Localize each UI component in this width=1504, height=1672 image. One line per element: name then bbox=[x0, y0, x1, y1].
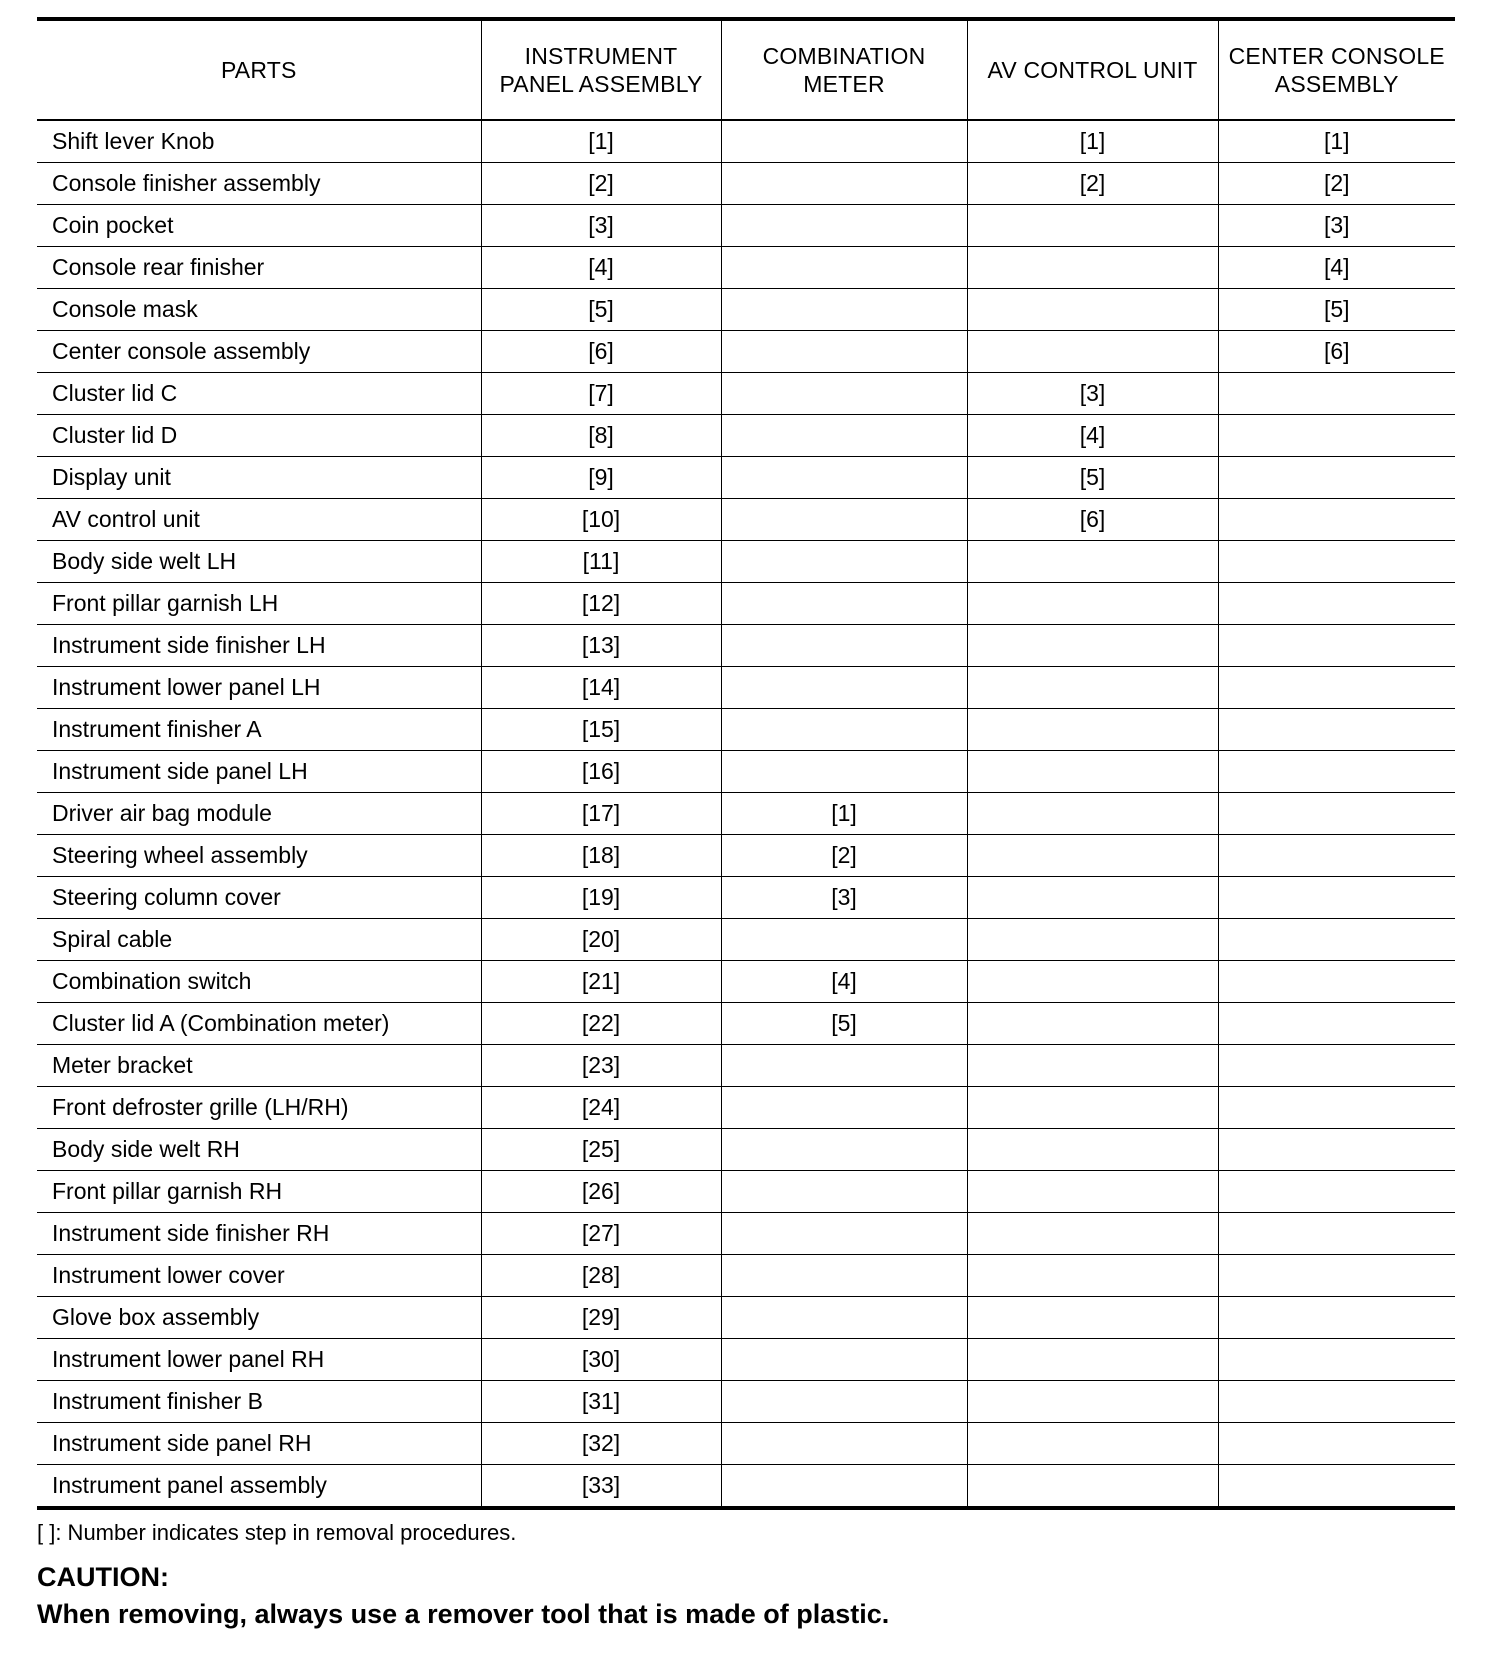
step-combination-meter bbox=[721, 1339, 967, 1381]
step-center-console: [5] bbox=[1218, 289, 1455, 331]
step-instrument-panel: [26] bbox=[481, 1171, 721, 1213]
table-row bbox=[37, 1003, 1455, 1045]
table-row bbox=[37, 625, 1455, 667]
part-name: Display unit bbox=[37, 457, 481, 499]
step-combination-meter bbox=[721, 1171, 967, 1213]
part-name: Front defroster grille (LH/RH) bbox=[37, 1087, 481, 1129]
table-row bbox=[37, 793, 1455, 835]
part-name: Cluster lid C bbox=[37, 373, 481, 415]
step-av-control-unit bbox=[967, 793, 1218, 835]
step-av-control-unit bbox=[967, 1087, 1218, 1129]
table-row bbox=[37, 1423, 1455, 1465]
step-center-console bbox=[1218, 1297, 1455, 1339]
step-av-control-unit bbox=[967, 1171, 1218, 1213]
table-row bbox=[37, 1045, 1455, 1087]
step-av-control-unit bbox=[967, 877, 1218, 919]
step-center-console bbox=[1218, 625, 1455, 667]
step-center-console: [1] bbox=[1218, 120, 1455, 163]
table-row bbox=[37, 1381, 1455, 1423]
step-combination-meter bbox=[721, 1255, 967, 1297]
step-center-console: [2] bbox=[1218, 163, 1455, 205]
table-row bbox=[37, 1465, 1455, 1509]
step-av-control-unit: [5] bbox=[967, 457, 1218, 499]
step-instrument-panel: [32] bbox=[481, 1423, 721, 1465]
step-instrument-panel: [20] bbox=[481, 919, 721, 961]
step-center-console bbox=[1218, 1171, 1455, 1213]
table-row bbox=[37, 751, 1455, 793]
step-combination-meter bbox=[721, 667, 967, 709]
table-row bbox=[37, 1339, 1455, 1381]
step-av-control-unit bbox=[967, 961, 1218, 1003]
step-center-console bbox=[1218, 583, 1455, 625]
step-combination-meter bbox=[721, 625, 967, 667]
step-av-control-unit bbox=[967, 1213, 1218, 1255]
step-center-console: [4] bbox=[1218, 247, 1455, 289]
step-av-control-unit bbox=[967, 835, 1218, 877]
part-name: Meter bracket bbox=[37, 1045, 481, 1087]
step-instrument-panel: [2] bbox=[481, 163, 721, 205]
table-row bbox=[37, 919, 1455, 961]
step-av-control-unit bbox=[967, 751, 1218, 793]
part-name: Front pillar garnish LH bbox=[37, 583, 481, 625]
document bbox=[37, 17, 1455, 1630]
step-center-console bbox=[1218, 1213, 1455, 1255]
step-center-console bbox=[1218, 415, 1455, 457]
step-combination-meter: [4] bbox=[721, 961, 967, 1003]
step-combination-meter bbox=[721, 331, 967, 373]
step-instrument-panel: [15] bbox=[481, 709, 721, 751]
step-instrument-panel: [21] bbox=[481, 961, 721, 1003]
step-center-console: [6] bbox=[1218, 331, 1455, 373]
step-combination-meter: [1] bbox=[721, 793, 967, 835]
header-center-console-assembly: CENTER CONSOLE ASSEMBLY bbox=[1218, 19, 1455, 120]
step-combination-meter bbox=[721, 415, 967, 457]
part-name: Instrument finisher A bbox=[37, 709, 481, 751]
part-name: Body side welt LH bbox=[37, 541, 481, 583]
table-body bbox=[37, 120, 1455, 1508]
step-instrument-panel: [31] bbox=[481, 1381, 721, 1423]
step-combination-meter bbox=[721, 457, 967, 499]
caution-text: When removing, always use a remover tool that is made of plastic. bbox=[37, 1599, 890, 1629]
part-name: Combination switch bbox=[37, 961, 481, 1003]
step-combination-meter bbox=[721, 120, 967, 163]
step-combination-meter: [2] bbox=[721, 835, 967, 877]
step-center-console bbox=[1218, 751, 1455, 793]
step-center-console bbox=[1218, 1465, 1455, 1509]
header-instrument-panel-assembly: INSTRUMENT PANEL ASSEMBLY bbox=[481, 19, 721, 120]
step-center-console: [3] bbox=[1218, 205, 1455, 247]
part-name: Console mask bbox=[37, 289, 481, 331]
table-row bbox=[37, 205, 1455, 247]
step-center-console bbox=[1218, 709, 1455, 751]
table-row bbox=[37, 877, 1455, 919]
step-combination-meter bbox=[721, 583, 967, 625]
part-name: Glove box assembly bbox=[37, 1297, 481, 1339]
part-name: Front pillar garnish RH bbox=[37, 1171, 481, 1213]
step-instrument-panel: [18] bbox=[481, 835, 721, 877]
step-av-control-unit bbox=[967, 289, 1218, 331]
step-instrument-panel: [14] bbox=[481, 667, 721, 709]
step-av-control-unit: [4] bbox=[967, 415, 1218, 457]
step-instrument-panel: [8] bbox=[481, 415, 721, 457]
table-row bbox=[37, 1129, 1455, 1171]
step-combination-meter bbox=[721, 1381, 967, 1423]
step-instrument-panel: [9] bbox=[481, 457, 721, 499]
part-name: Instrument side finisher LH bbox=[37, 625, 481, 667]
step-instrument-panel: [7] bbox=[481, 373, 721, 415]
step-av-control-unit bbox=[967, 583, 1218, 625]
step-combination-meter bbox=[721, 1423, 967, 1465]
part-name: Instrument finisher B bbox=[37, 1381, 481, 1423]
step-center-console bbox=[1218, 1129, 1455, 1171]
step-combination-meter bbox=[721, 1045, 967, 1087]
table-row bbox=[37, 541, 1455, 583]
step-instrument-panel: [10] bbox=[481, 499, 721, 541]
step-instrument-panel: [19] bbox=[481, 877, 721, 919]
part-name: Instrument lower panel RH bbox=[37, 1339, 481, 1381]
step-av-control-unit bbox=[967, 541, 1218, 583]
table-row bbox=[37, 1087, 1455, 1129]
step-av-control-unit: [1] bbox=[967, 120, 1218, 163]
part-name: Cluster lid D bbox=[37, 415, 481, 457]
step-av-control-unit bbox=[967, 205, 1218, 247]
step-av-control-unit bbox=[967, 1423, 1218, 1465]
step-combination-meter bbox=[721, 163, 967, 205]
table-row bbox=[37, 1171, 1455, 1213]
step-instrument-panel: [11] bbox=[481, 541, 721, 583]
table-row bbox=[37, 499, 1455, 541]
header-parts: PARTS bbox=[37, 19, 481, 120]
step-av-control-unit bbox=[967, 1255, 1218, 1297]
step-instrument-panel: [28] bbox=[481, 1255, 721, 1297]
step-av-control-unit bbox=[967, 709, 1218, 751]
step-av-control-unit bbox=[967, 919, 1218, 961]
step-av-control-unit: [2] bbox=[967, 163, 1218, 205]
part-name: Instrument lower cover bbox=[37, 1255, 481, 1297]
step-instrument-panel: [33] bbox=[481, 1465, 721, 1509]
part-name: Center console assembly bbox=[37, 331, 481, 373]
step-instrument-panel: [24] bbox=[481, 1087, 721, 1129]
part-name: Instrument side panel LH bbox=[37, 751, 481, 793]
step-instrument-panel: [13] bbox=[481, 625, 721, 667]
step-combination-meter bbox=[721, 1465, 967, 1509]
step-center-console bbox=[1218, 1003, 1455, 1045]
step-av-control-unit: [3] bbox=[967, 373, 1218, 415]
step-combination-meter bbox=[721, 751, 967, 793]
part-name: Console rear finisher bbox=[37, 247, 481, 289]
legend-note: [ ]: Number indicates step in removal procedures. bbox=[37, 1520, 517, 1545]
step-av-control-unit: [6] bbox=[967, 499, 1218, 541]
step-combination-meter bbox=[721, 1087, 967, 1129]
part-name: Instrument lower panel LH bbox=[37, 667, 481, 709]
step-combination-meter bbox=[721, 247, 967, 289]
step-center-console bbox=[1218, 793, 1455, 835]
table-row bbox=[37, 120, 1455, 163]
step-combination-meter bbox=[721, 1213, 967, 1255]
step-center-console bbox=[1218, 1045, 1455, 1087]
step-center-console bbox=[1218, 499, 1455, 541]
table-row bbox=[37, 457, 1455, 499]
step-combination-meter bbox=[721, 709, 967, 751]
header-row bbox=[37, 19, 1455, 120]
table-row bbox=[37, 583, 1455, 625]
part-name: Steering column cover bbox=[37, 877, 481, 919]
table-row bbox=[37, 961, 1455, 1003]
part-name: Instrument side panel RH bbox=[37, 1423, 481, 1465]
part-name: Spiral cable bbox=[37, 919, 481, 961]
step-instrument-panel: [25] bbox=[481, 1129, 721, 1171]
step-center-console bbox=[1218, 835, 1455, 877]
part-name: Body side welt RH bbox=[37, 1129, 481, 1171]
step-av-control-unit bbox=[967, 667, 1218, 709]
step-instrument-panel: [6] bbox=[481, 331, 721, 373]
step-combination-meter bbox=[721, 1129, 967, 1171]
step-av-control-unit bbox=[967, 1339, 1218, 1381]
removal-steps-table bbox=[37, 17, 1455, 1510]
step-combination-meter: [5] bbox=[721, 1003, 967, 1045]
part-name: Shift lever Knob bbox=[37, 120, 481, 163]
step-center-console bbox=[1218, 373, 1455, 415]
part-name: Steering wheel assembly bbox=[37, 835, 481, 877]
step-av-control-unit bbox=[967, 331, 1218, 373]
step-av-control-unit bbox=[967, 1045, 1218, 1087]
part-name: Driver air bag module bbox=[37, 793, 481, 835]
step-instrument-panel: [29] bbox=[481, 1297, 721, 1339]
step-center-console bbox=[1218, 667, 1455, 709]
table-row bbox=[37, 331, 1455, 373]
step-center-console bbox=[1218, 1255, 1455, 1297]
step-instrument-panel: [22] bbox=[481, 1003, 721, 1045]
step-av-control-unit bbox=[967, 1129, 1218, 1171]
header-combination-meter: COMBINATION METER bbox=[721, 19, 967, 120]
table-row bbox=[37, 163, 1455, 205]
part-name: Instrument side finisher RH bbox=[37, 1213, 481, 1255]
step-av-control-unit bbox=[967, 625, 1218, 667]
step-instrument-panel: [1] bbox=[481, 120, 721, 163]
table-row bbox=[37, 1213, 1455, 1255]
part-name: AV control unit bbox=[37, 499, 481, 541]
step-center-console bbox=[1218, 1381, 1455, 1423]
step-center-console bbox=[1218, 541, 1455, 583]
table-row bbox=[37, 289, 1455, 331]
step-instrument-panel: [5] bbox=[481, 289, 721, 331]
table-row bbox=[37, 415, 1455, 457]
step-instrument-panel: [30] bbox=[481, 1339, 721, 1381]
step-combination-meter bbox=[721, 499, 967, 541]
step-center-console bbox=[1218, 1423, 1455, 1465]
table-row bbox=[37, 709, 1455, 751]
part-name: Cluster lid A (Combination meter) bbox=[37, 1003, 481, 1045]
step-combination-meter bbox=[721, 1297, 967, 1339]
step-center-console bbox=[1218, 457, 1455, 499]
table-row bbox=[37, 373, 1455, 415]
table-row bbox=[37, 667, 1455, 709]
step-av-control-unit bbox=[967, 1297, 1218, 1339]
step-combination-meter bbox=[721, 373, 967, 415]
step-center-console bbox=[1218, 919, 1455, 961]
part-name: Console finisher assembly bbox=[37, 163, 481, 205]
step-av-control-unit bbox=[967, 1003, 1218, 1045]
part-name: Instrument panel assembly bbox=[52, 1472, 327, 1498]
caution-title: CAUTION: bbox=[37, 1562, 169, 1592]
table-row bbox=[37, 835, 1455, 877]
header-av-control-unit: AV CONTROL UNIT bbox=[967, 19, 1218, 120]
step-instrument-panel: [3] bbox=[481, 205, 721, 247]
step-center-console bbox=[1218, 877, 1455, 919]
step-av-control-unit bbox=[967, 247, 1218, 289]
step-av-control-unit bbox=[967, 1381, 1218, 1423]
step-combination-meter: [3] bbox=[721, 877, 967, 919]
step-instrument-panel: [17] bbox=[481, 793, 721, 835]
step-av-control-unit bbox=[967, 1465, 1218, 1509]
step-center-console bbox=[1218, 1087, 1455, 1129]
step-instrument-panel: [12] bbox=[481, 583, 721, 625]
step-instrument-panel: [27] bbox=[481, 1213, 721, 1255]
step-combination-meter bbox=[721, 919, 967, 961]
step-combination-meter bbox=[721, 541, 967, 583]
step-center-console bbox=[1218, 961, 1455, 1003]
part-name: Coin pocket bbox=[37, 205, 481, 247]
table-row bbox=[37, 247, 1455, 289]
table-row bbox=[37, 1255, 1455, 1297]
step-combination-meter bbox=[721, 289, 967, 331]
step-instrument-panel: [16] bbox=[481, 751, 721, 793]
step-combination-meter bbox=[721, 205, 967, 247]
step-instrument-panel: [4] bbox=[481, 247, 721, 289]
step-center-console bbox=[1218, 1339, 1455, 1381]
step-instrument-panel: [23] bbox=[481, 1045, 721, 1087]
table-row bbox=[37, 1297, 1455, 1339]
